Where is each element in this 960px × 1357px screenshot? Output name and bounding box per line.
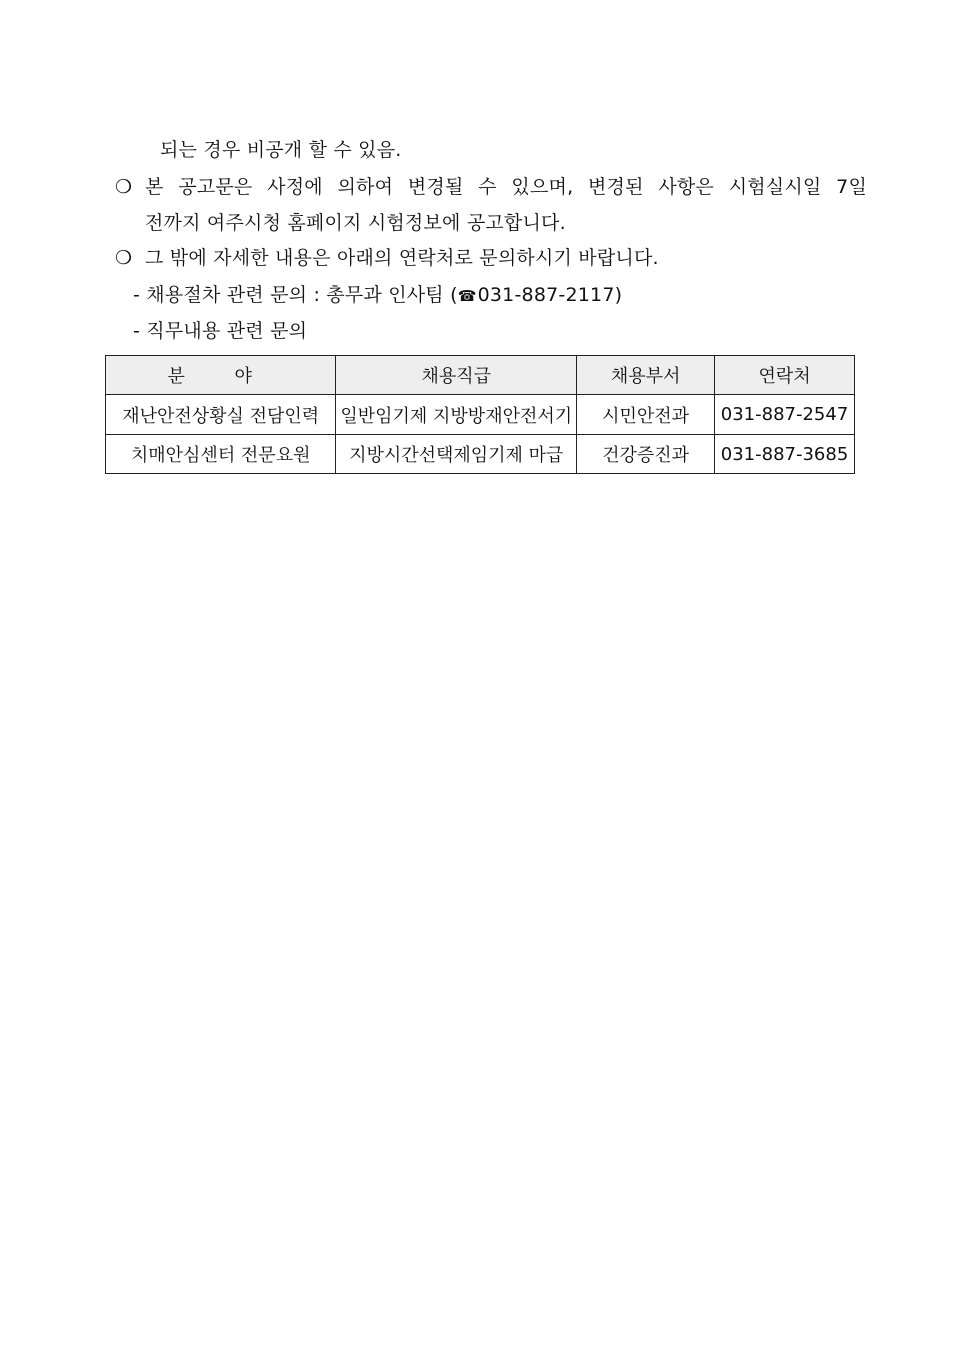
table-row — [106, 395, 855, 435]
cell-position: 일반임기제 지방방재안전서기 — [336, 395, 577, 435]
inquiry-procedure-phone: 031-887-2117) — [477, 284, 623, 306]
inquiry-duty: - 직무내용 관련 문의 — [133, 320, 308, 342]
continued-line: 되는 경우 비공개 할 수 있음. — [160, 139, 402, 161]
cell-department: 시민안전과 — [577, 395, 715, 435]
notice-bullet-2 — [115, 245, 659, 271]
cell-field: 재난안전상황실 전담인력 — [106, 395, 336, 435]
notice-bullet-1-continuation: 전까지 여주시청 홈페이지 시험정보에 공고합니다. — [145, 212, 566, 234]
notice-bullet-1-text: 본 공고문은 사정에 의하여 변경될 수 있으며, 변경된 사항은 시험실시일 7일 — [145, 176, 867, 198]
circle-bullet-icon: ❍ — [115, 247, 133, 269]
inquiry-procedure — [133, 282, 622, 309]
header-contact: 연락처 — [715, 356, 855, 395]
notice-bullet-1 — [115, 174, 867, 200]
inquiry-procedure-label: - 채용절차 관련 문의 : 총무과 인사팀 ( — [133, 284, 458, 306]
notice-bullet-2-text: 그 밖에 자세한 내용은 아래의 연락처로 문의하시기 바랍니다. — [145, 247, 659, 269]
header-field: 분 야 — [106, 356, 336, 395]
phone-icon: ☎ — [457, 287, 477, 305]
table-row — [106, 435, 855, 474]
cell-department: 건강증진과 — [577, 435, 715, 474]
cell-position: 지방시간선택제임기제 마급 — [336, 435, 577, 474]
header-department: 채용부서 — [577, 356, 715, 395]
circle-bullet-icon: ❍ — [115, 176, 133, 198]
contact-table — [105, 355, 855, 474]
cell-contact: 031-887-2547 — [715, 395, 855, 435]
cell-contact: 031-887-3685 — [715, 435, 855, 474]
cell-field: 치매안심센터 전문요원 — [106, 435, 336, 474]
table-header-row — [106, 356, 855, 395]
header-position: 채용직급 — [336, 356, 577, 395]
